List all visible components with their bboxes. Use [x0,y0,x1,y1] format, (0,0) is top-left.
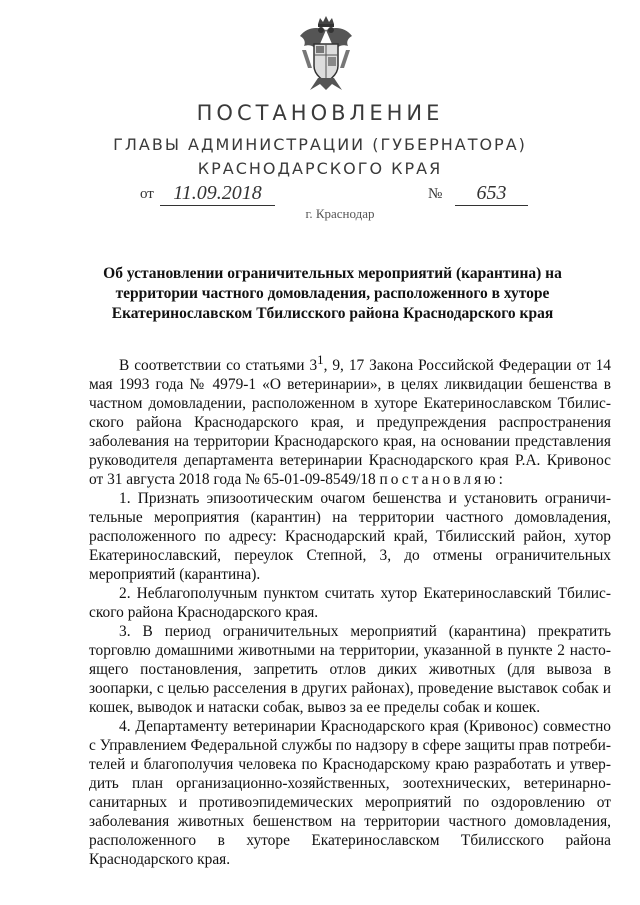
clause-1: 1. Признать эпизоотическим очагом бешенства и установить ограничительные мероприятия (карантин) на территории частного домовладения, расположенного по адресу: Краснодарский край, Тбилисский район, хутор Екатеринославский, переулок Степной, 3, до отмены ограничительных мероприятий (карантина). [89,490,611,584]
document-type-heading: ПОСТАНОВЛЕНИЕ [196,101,444,125]
document-title: Об установлении ограничительных мероприятий (карантина) на территории частного домовладения, расположенного в хуторе Екатеринославском Тбилисского района Краснодарского края [103,265,562,322]
issuer-heading: ГЛАВЫ АДМИНИСТРАЦИИ (ГУБЕРНАТОРА) [113,135,527,154]
document-date: 11.09.2018 [160,181,275,206]
preamble-resolution-word: постановляю: [379,471,506,489]
number-prefix: № [428,186,443,202]
preamble-paragraph [89,351,611,489]
preamble-text-b: , 9, 17 Закона Российской Федерации от 14 мая 1993 года № 4979-1 «О ветеринарии», в целях ликвидации бешенства в частном домовладении, расположенном в хуторе Екатеринославском Тбилисского района Краснодарского края, и предупреждения распространения заболевания на территории Краснодарского края, на основании представления руководителя департамента ветеринарии Краснодарского края Р.А. Кривонос от 31 августа 2018 года № 65-01-09-8549/18 [89,357,612,489]
region-heading: КРАСНОДАРСКОГО КРАЯ [197,159,443,178]
preamble-text-a: В соответствии со статьями 3 [119,357,318,375]
city-label: г. Краснодар [305,206,375,221]
clause-3: 3. В период ограничительных мероприятий (карантина) прекратить торговлю домашними животными на территории, указанной в пункте 2 настоящего постановления, запретить отлов диких животных (для вывоза в зоопарки, с целью расселения в других районах), проведение выставок собак и кошек, выводок и натаски собак, вывоз за ее пределы собак и кошек. [89,623,611,717]
preamble-superscript: 1 [317,353,324,367]
document-number: 653 [455,181,528,206]
date-prefix: от [140,186,154,202]
coat-of-arms-emblem [296,14,356,92]
document-body [89,351,611,869]
clause-2: 2. Неблагополучным пунктом считать хутор Екатеринославский Тбилисского района Краснодарского края. [89,585,611,622]
clause-4: 4. Департаменту ветеринарии Краснодарского края (Кривонос) совместно с Управлением Федеральной службы по надзору в сфере защиты прав потребителей и благополучия человека по Краснодарскому краю разработать и утвердить план организационно-хозяйственных, зоотехнических, ветеринарно-санитарных и противоэпидемических мероприятий по оздоровлению от заболевания животных бешенством на территории частного домовладения, расположенного в хуторе Екатеринославском Тбилисского района Краснодарского края. [89,718,611,869]
